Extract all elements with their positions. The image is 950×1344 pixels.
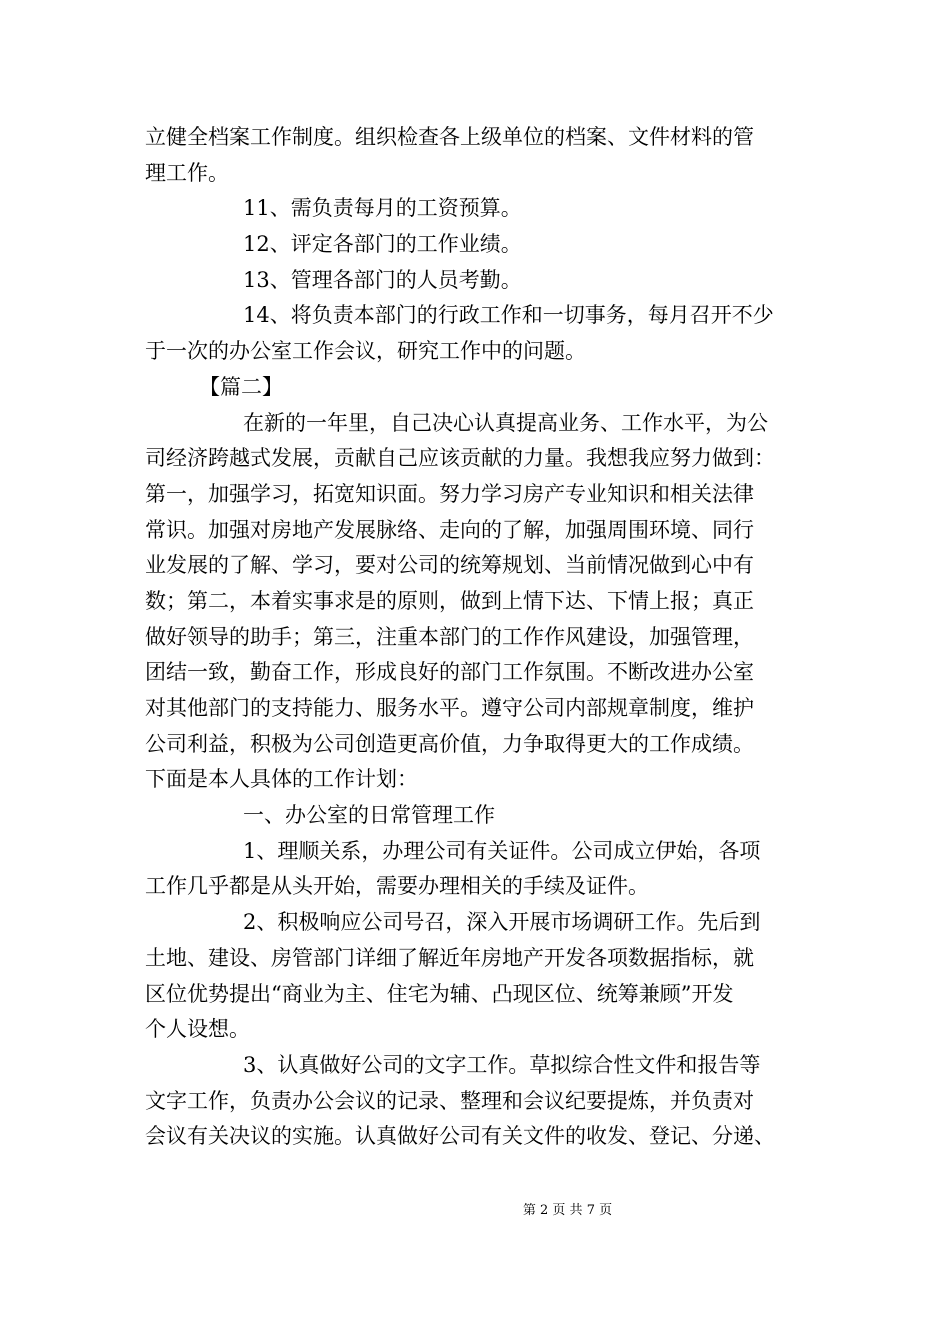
document-body xyxy=(145,120,810,1155)
body-line: 会议有关决议的实施。认真做好公司有关文件的收发、登记、分递、 xyxy=(145,1124,775,1149)
list-item: 1、理顺关系，办理公司有关证件。公司成立伊始，各项 xyxy=(243,838,761,863)
body-line: 下面是本人具体的工作计划： xyxy=(145,767,418,792)
body-line: 做好领导的助手；第三，注重本部门的工作作风建设，加强管理， xyxy=(145,624,754,649)
list-item: 13、管理各部门的人员考勤。 xyxy=(243,267,522,292)
list-item: 14、将负责本部门的行政工作和一切事务，每月召开不少 xyxy=(243,303,774,328)
subsection-heading: 一、办公室的日常管理工作 xyxy=(243,803,495,828)
body-line: 数；第二，本着实事求是的原则，做到上情下达、下情上报；真正 xyxy=(145,588,754,613)
body-line: 土地、建设、房管部门详细了解近年房地产开发各项数据指标，就 xyxy=(145,945,754,970)
body-line: 对其他部门的支持能力、服务水平。遵守公司内部规章制度，维护 xyxy=(145,696,754,720)
body-line: 立健全档案工作制度。组织检查各上级单位的档案、文件材料的管 xyxy=(145,125,754,149)
body-line: 第一，加强学习，拓宽知识面。努力学习房产专业知识和相关法律 xyxy=(145,481,754,506)
body-line: 团结一致，勤奋工作，形成良好的部门工作氛围。不断改进办公室 xyxy=(145,660,754,685)
body-line: 理工作。 xyxy=(145,160,229,185)
body-line: 工作几乎都是从头开始，需要办理相关的手续及证件。 xyxy=(145,874,649,899)
body-line: 于一次的办公室工作会议，研究工作中的问题。 xyxy=(145,339,586,364)
body-line: 业发展的了解、学习，要对公司的统筹规划、当前情况做到心中有 xyxy=(145,553,754,578)
body-line: 文字工作，负责办公会议的记录、整理和会议纪要提炼，并负责对 xyxy=(145,1088,754,1113)
body-line: 区位优势提出“商业为主、住宅为辅、凸现区位、统筹兼顾”开发 xyxy=(145,981,734,1006)
list-item: 12、评定各部门的工作业绩。 xyxy=(243,232,522,257)
body-line: 公司利益，积极为公司创造更高价值，力争取得更大的工作成绩。 xyxy=(145,731,754,756)
body-line: 司经济跨越式发展，贡献自己应该贡献的力量。我想我应努力做到： xyxy=(145,446,775,471)
body-line: 个人设想。 xyxy=(145,1017,250,1042)
list-item: 2、积极响应公司号召，深入开展市场调研工作。先后到 xyxy=(243,910,761,935)
section-heading: 【篇二】 xyxy=(199,374,283,399)
list-item: 3、认真做好公司的文字工作。草拟综合性文件和报告等 xyxy=(243,1052,761,1077)
paragraph-start: 在新的一年里，自己决心认真提高业务、工作水平，为公 xyxy=(243,410,768,435)
body-line: 常识。加强对房地产发展脉络、走向的了解，加强周围环境、同行 xyxy=(145,517,754,542)
list-item: 11、需负责每月的工资预算。 xyxy=(243,196,522,221)
page-number: 第 2 页 共 7 页 xyxy=(522,1203,613,1218)
